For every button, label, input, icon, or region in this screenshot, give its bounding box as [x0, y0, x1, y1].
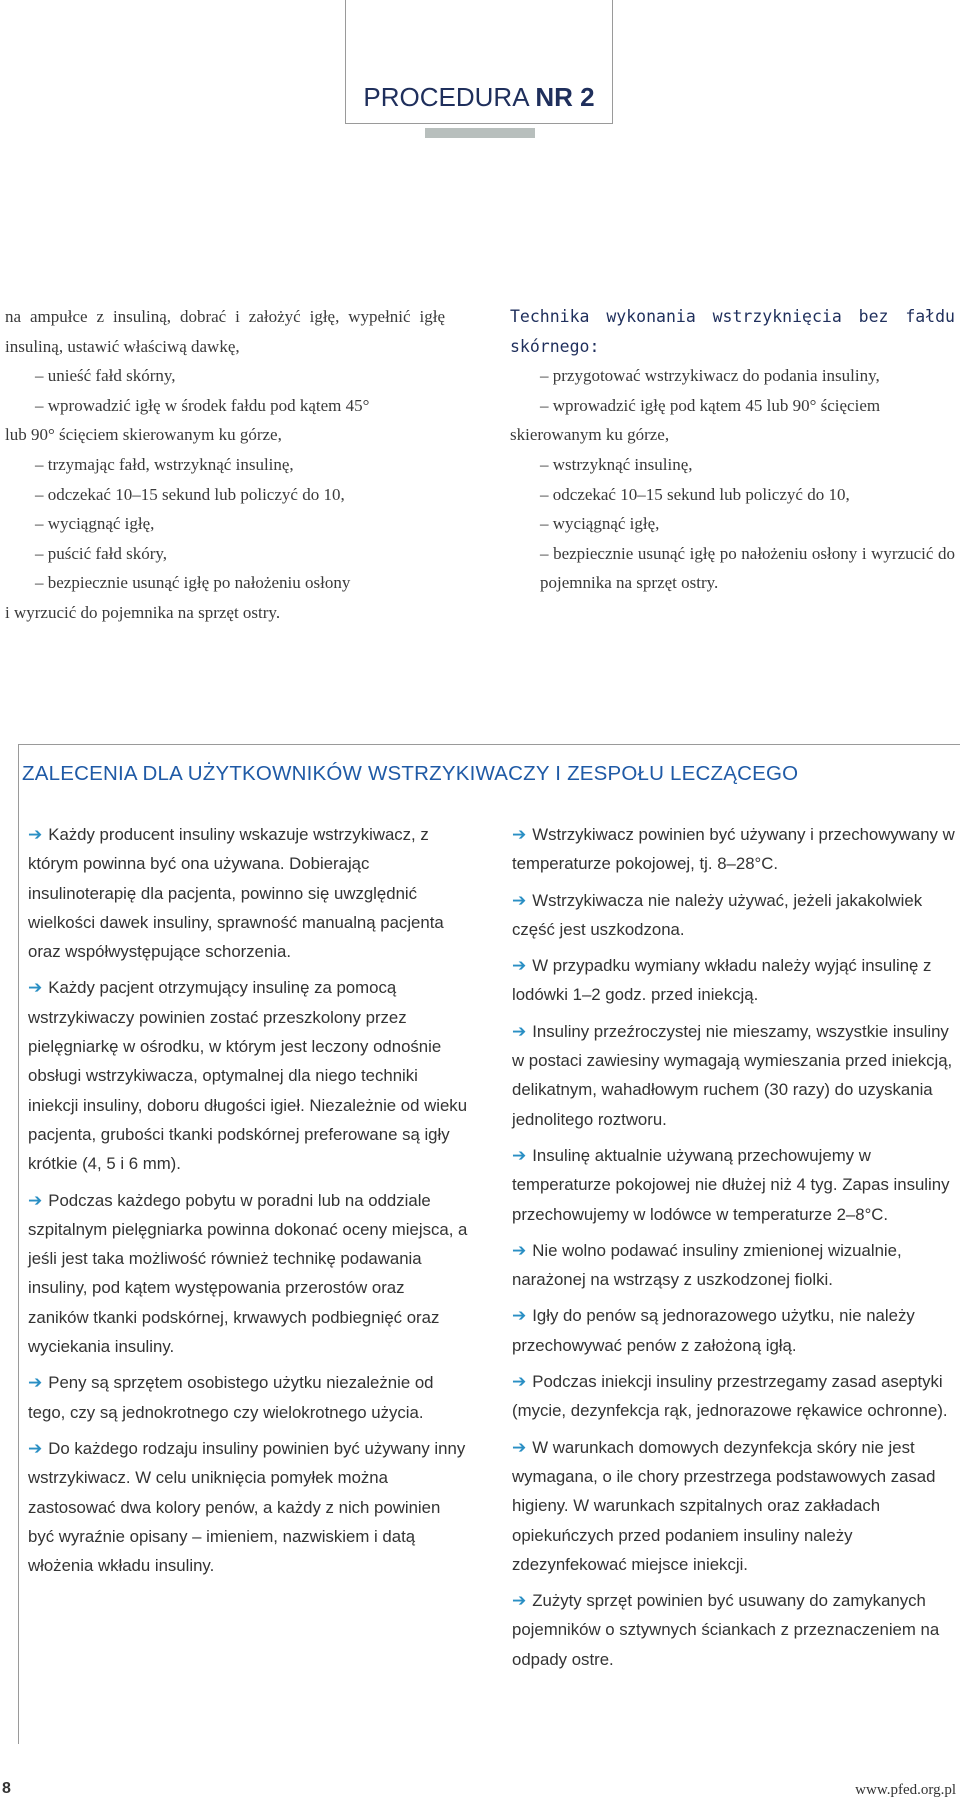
recommendation-text: Insuliny przeźroczystej nie mieszamy, wszystkie insuliny w postaci zawiesiny wymagają wymieszania przed iniekcją, delikatnym, wahadłowym ruchem (30 razy) do uzyskania jednolitego roztworu.	[512, 1021, 953, 1129]
recommendation-text: Zużyty sprzęt powinien być usuwany do zamykanych pojemników o sztywnych ściankach z przeznaczeniem na odpady ostre.	[512, 1591, 940, 1669]
procedure-line: – unieść fałd skórny,	[35, 366, 176, 386]
recommendations-right-column	[512, 820, 960, 1681]
technique-steps	[510, 361, 955, 598]
recommendation-item	[512, 951, 960, 1010]
arrow-right-icon: ➔	[28, 1373, 43, 1393]
recommendation-item	[512, 1586, 960, 1674]
procedure-line: – wstrzyknąć insulinę,	[540, 454, 693, 474]
arrow-right-icon: ➔	[512, 956, 527, 976]
recommendation-text: Insulinę aktualnie używaną przechowujemy w temperaturze pokojowej nie dłużej niż 4 tyg. Zapas insuliny przechowujemy w lodówce w temperaturze 2–8°C.	[512, 1145, 950, 1224]
recommendation-item	[28, 973, 468, 1178]
recommendation-text: Wstrzykiwacz powinien być używany i przechowywany w temperaturze pokojowej, tj. 8–28°C.	[512, 825, 955, 874]
arrow-right-icon: ➔	[512, 825, 527, 844]
arrow-right-icon: ➔	[512, 1240, 527, 1260]
procedure-line: – puścić fałd skóry,	[35, 543, 168, 563]
procedure-line: – odczekać 10–15 sekund lub policzyć do 10,	[540, 484, 850, 504]
recommendation-item	[512, 820, 960, 879]
arrow-right-icon: ➔	[512, 1306, 527, 1326]
recommendation-text: Każdy producent insuliny wskazuje wstrzykiwacz, z którym powinna być ona używana. Dobierając insulinoterapię dla pacjenta, powinno się uwzględnić wielkości dawek insuliny, sprawność manualną pacjenta oraz współwystępujące schorzenia.	[28, 825, 444, 962]
recommendation-text: Podczas każdego pobytu w poradni lub na oddziale szpitalnym pielęgniarka powinna dokonać oceny miejsca, a jeśli jest taka możliwość również technikę podawania insuliny, pod kątem występowania przerostów oraz zaników tkanki podskórnej, krwawych podbiegnięć oraz wyciekania insuliny.	[28, 1190, 468, 1357]
procedure-line: lub 90° ścięciem skierowanym ku górze,	[5, 425, 282, 445]
recommendation-item	[28, 1434, 468, 1580]
recommendation-text: W warunkach domowych dezynfekcja skóry nie jest wymagana, o ile chory przestrzega podstawowych zasad higieny. W warunkach szpitalnych oraz zakładach opiekuńczych przed podaniem insuliny należy zdezynfekować miejsce iniekcji.	[512, 1437, 936, 1574]
recommendation-text: Do każdego rodzaju insuliny powinien być używany inny wstrzykiwacz. W celu uniknięcia pomyłek można zastosować dwa kolory penów, a każdy z nich powinien być wyraźnie opisany – imieniem, nazwiskiem i datą włożenia wkładu insuliny.	[28, 1438, 466, 1576]
arrow-right-icon: ➔	[28, 825, 43, 844]
recommendation-item	[512, 886, 960, 945]
recommendation-item	[512, 1367, 960, 1426]
arrow-right-icon: ➔	[512, 890, 527, 910]
recommendation-text: Peny są sprzętem osobistego użytku niezależnie od tego, czy są jednokrotnego czy wielokrotnego użycia.	[28, 1373, 434, 1422]
recommendation-text: Podczas iniekcji insuliny przestrzegamy zasad aseptyki (mycie, dezynfekcja rąk, jednorazowe rękawice ochronne).	[512, 1372, 948, 1421]
recommendations-left-border	[18, 744, 19, 1744]
arrow-right-icon: ➔	[512, 1021, 527, 1041]
arrow-right-icon: ➔	[512, 1591, 527, 1611]
procedure-line: – wyciągnąć igłę,	[540, 514, 660, 534]
arrow-right-icon: ➔	[28, 1190, 43, 1210]
procedure-line: – wprowadzić igłę pod kątem 45 lub 90° ścięciem	[540, 395, 881, 415]
recommendation-item	[512, 1141, 960, 1229]
recommendation-item	[512, 1433, 960, 1579]
recommendation-text: Wstrzykiwacza nie należy używać, jeżeli jakakolwiek część jest uszkodzona.	[512, 890, 923, 939]
procedure-line: – odczekać 10–15 sekund lub policzyć do 10,	[35, 484, 345, 504]
footer-url[interactable]: www.pfed.org.pl	[855, 1782, 956, 1798]
procedure-line: – wprowadzić igłę w środek fałdu pod kątem 45°	[35, 395, 370, 415]
arrow-right-icon: ➔	[512, 1372, 527, 1392]
recommendation-item	[512, 1236, 960, 1295]
arrow-right-icon: ➔	[512, 1145, 527, 1165]
recommendation-item	[28, 1186, 468, 1362]
recommendations-title: ZALECENIA DLA UŻYTKOWNIKÓW WSTRZYKIWACZY I ZESPOŁU LECZĄCEGO	[22, 762, 799, 785]
arrow-right-icon: ➔	[28, 978, 43, 998]
recommendation-item	[512, 1017, 960, 1134]
header-accent-bar	[425, 128, 535, 138]
recommendations-left-column	[28, 820, 468, 1587]
title-bold: NR 2	[535, 82, 595, 112]
recommendation-text: W przypadku wymiany wkładu należy wyjąć insulinę z lodówki 1–2 godz. przed iniekcją.	[512, 956, 932, 1005]
recommendation-item	[28, 820, 468, 966]
procedure-line: i wyrzucić do pojemnika na sprzęt ostry.	[5, 602, 281, 622]
procedure-line: na ampułce z insuliną, dobrać i założyć igłę, wypełnić igłę insuliną, ustawić właściwą dawkę,	[5, 307, 445, 356]
recommendation-text: Każdy pacjent otrzymujący insulinę za pomocą wstrzykiwaczy powinien zostać przeszkolony przez pielęgniarkę w ośrodku, w którym jest leczony odnośnie obsługi wstrzykiwacza, optymalnej dla niego techniki iniekcji insuliny, doboru długości igieł. Niezależnie od wieku pacjenta, grubości tkanki podskórnej preferowane są igły krótkie (4, 5 i 6 mm).	[28, 978, 468, 1174]
recommendation-item	[28, 1368, 468, 1427]
page-title	[346, 82, 612, 113]
recommendations-top-border	[18, 744, 960, 745]
arrow-right-icon: ➔	[28, 1438, 43, 1458]
procedure-line: – wyciągnąć igłę,	[35, 514, 155, 534]
title-regular: PROCEDURA	[363, 82, 536, 112]
procedure-line: – przygotować wstrzykiwacz do podania insuliny,	[540, 366, 880, 386]
procedure-line: – bezpiecznie usunąć igłę po nałożeniu osłony	[35, 573, 351, 593]
page-number: 8	[2, 1780, 11, 1797]
recommendation-item	[512, 1301, 960, 1360]
arrow-right-icon: ➔	[512, 1437, 527, 1457]
recommendation-text: Nie wolno podawać insuliny zmienionej wizualnie, narażonej na wstrząsy z uszkodzonej fiolki.	[512, 1240, 902, 1290]
recommendation-text: Igły do penów są jednorazowego użytku, nie należy przechowywać penów z założoną igłą.	[512, 1306, 915, 1355]
header-box	[345, 0, 613, 124]
procedure-line: – bezpiecznie usunąć igłę po nałożeniu osłony i wyrzucić do pojemnika na sprzęt ostry.	[540, 543, 955, 593]
procedure-line: – trzymając fałd, wstrzyknąć insulinę,	[35, 454, 294, 474]
left-procedure-column	[5, 302, 445, 628]
procedure-line: skierowanym ku górze,	[510, 425, 670, 445]
right-procedure-column	[510, 302, 955, 598]
technique-heading: Technika wykonania wstrzyknięcia bez fałdu skórnego:	[510, 307, 955, 356]
